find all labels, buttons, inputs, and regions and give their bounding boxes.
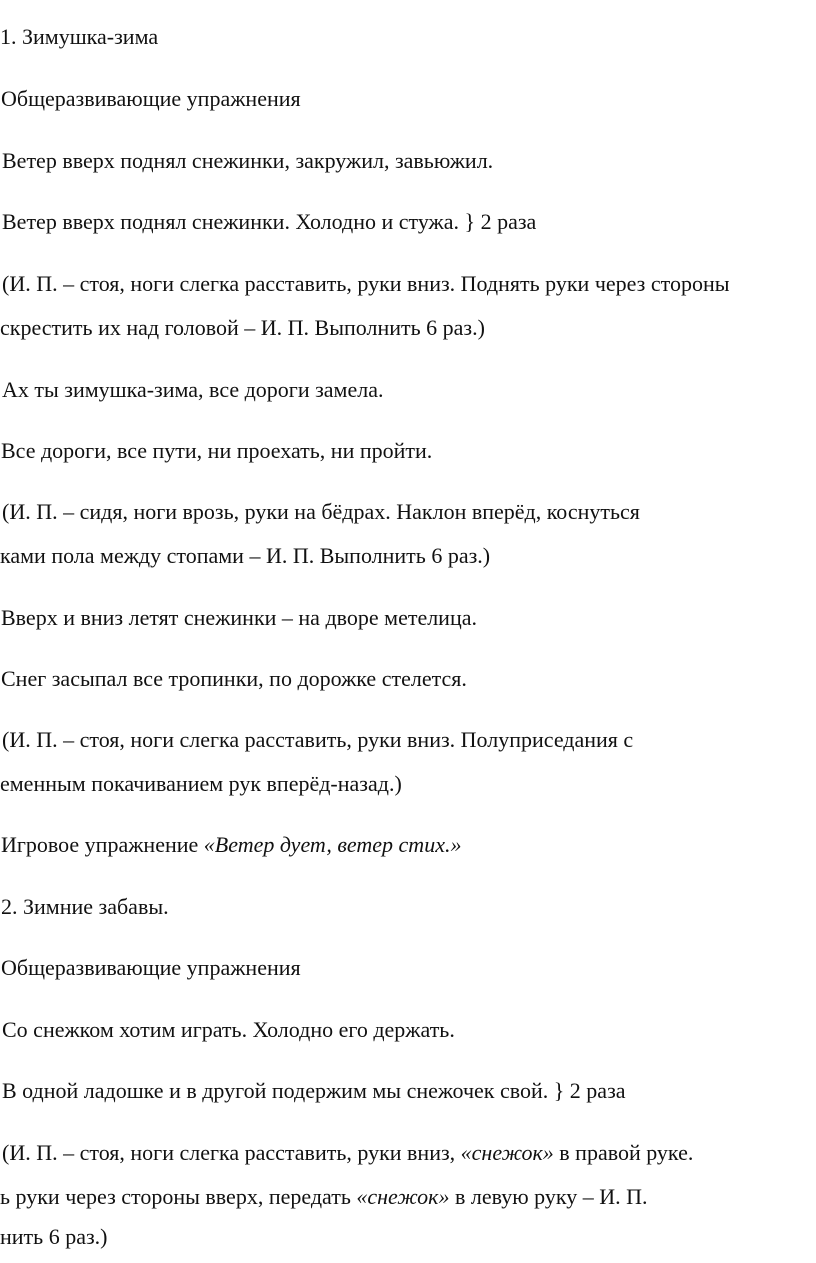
instruction-line: (И. П. – стоя, ноги слегка расставить, руки вниз. Поднять руки через стороны	[2, 271, 730, 296]
section-heading-1: 1. Зимушка-зима	[0, 24, 159, 49]
instruction-line: (И. П. – стоя, ноги слегка расставить, руки вниз. Полуприседания с	[2, 727, 634, 752]
instruction-line: нить 6 раз.)	[0, 1224, 108, 1249]
instruction-line: еменным покачиванием рук вперёд-назад.)	[0, 771, 402, 796]
verse-line: Ветер вверх поднял снежинки. Холодно и стужа. } 2 раза	[2, 209, 537, 234]
verse-line: Все дороги, все пути, ни проехать, ни пройти.	[1, 438, 433, 463]
game-exercise-title: «Ветер дует, ветер стих.»	[203, 832, 462, 857]
instruction-line	[0, 1184, 648, 1210]
verse-line: Со снежком хотим играть. Холодно его держать.	[2, 1017, 455, 1042]
instruction-prefix: ь руки через стороны вверх, передать	[0, 1184, 357, 1209]
instruction-suffix: в левую руку – И. П.	[449, 1184, 648, 1209]
verse-line: Ах ты зимушка-зима, все дороги замела.	[2, 377, 384, 402]
verse-line: Снег засыпал все тропинки, по дорожке стелется.	[1, 666, 467, 691]
instruction-prefix: (И. П. – стоя, ноги слегка расставить, руки вниз,	[2, 1140, 461, 1165]
instruction-line: ками пола между стопами – И. П. Выполнить 6 раз.)	[0, 543, 491, 568]
subheading-exercises-2: Общеразвивающие упражнения	[1, 955, 301, 980]
instruction-line: (И. П. – сидя, ноги врозь, руки на бёдрах. Наклон вперёд, коснуться	[2, 499, 640, 524]
verse-line: Ветер вверх поднял снежинки, закружил, завьюжил.	[2, 148, 494, 173]
game-exercise-prefix: Игровое упражнение	[1, 832, 204, 857]
subheading-exercises-1: Общеразвивающие упражнения	[1, 86, 301, 111]
instruction-suffix: в правой руке.	[553, 1140, 694, 1165]
snowball-term: «снежок»	[460, 1140, 554, 1165]
verse-line: Вверх и вниз летят снежинки – на дворе метелица.	[1, 605, 477, 630]
instruction-line: скрестить их над головой – И. П. Выполнить 6 раз.)	[0, 315, 485, 340]
snowball-term: «снежок»	[356, 1184, 450, 1209]
verse-line: В одной ладошке и в другой подержим мы снежочек свой. } 2 раза	[2, 1078, 626, 1103]
instruction-line	[2, 1140, 693, 1166]
section-heading-2: 2. Зимние забавы.	[1, 894, 169, 919]
game-exercise-line	[1, 832, 461, 858]
